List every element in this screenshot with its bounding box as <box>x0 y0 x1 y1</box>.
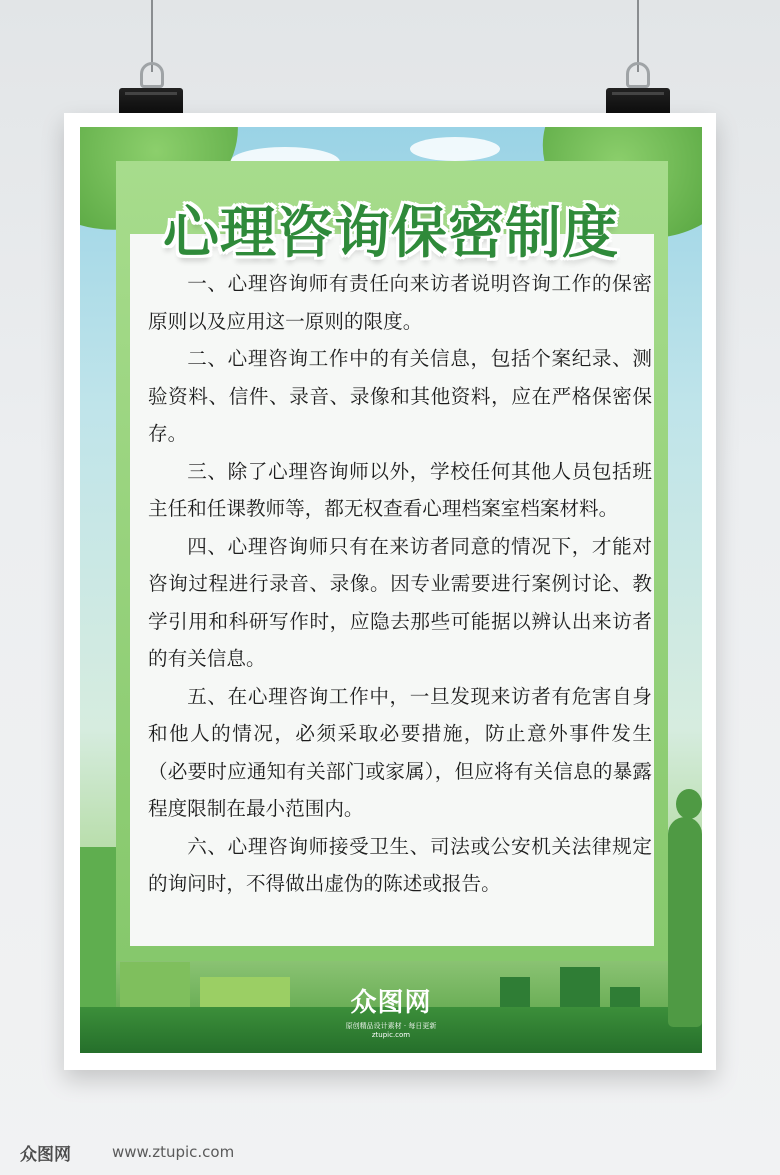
rule-paragraph: 五、在心理咨询工作中，一旦发现来访者有危害自身和他人的情况，必须采取必要措施，防止意外事件发生（必要时应通知有关部门或家属），但应将有关信息的暴露程度限制在最小范围内。 <box>148 684 652 820</box>
bottom-watermark-url: www.ztupic.com <box>112 1143 235 1161</box>
rule-paragraph: 六、心理咨询师接受卫生、司法或公安机关法律规定的询问时，不得做出虚伪的陈述或报告。 <box>148 834 652 895</box>
watermark-tagline: 原创精品设计素材 · 每日更新 <box>345 1022 437 1030</box>
poster <box>64 113 716 1070</box>
rule-paragraph: 二、心理咨询工作中的有关信息，包括个案纪录、测验资料、信件、录音、录像和其他资料，应在严格保密保存。 <box>148 347 652 445</box>
watermark-logo <box>332 982 450 1039</box>
poster-artwork <box>80 127 702 1053</box>
rule-paragraph: 四、心理咨询师只有在来访者同意的情况下，才能对咨询过程进行录音、录像。因专业需要进行案例讨论、教学引用和科研写作时，应隐去那些可能据以辨认出来访者的有关信息。 <box>148 534 652 670</box>
poster-title: 心理咨询保密制度 <box>163 200 619 266</box>
person-silhouette <box>676 789 702 819</box>
watermark-url: ztupic.com <box>371 1031 411 1039</box>
person-silhouette <box>668 817 702 1027</box>
bottom-watermark-logo: 众图网 <box>20 1145 71 1165</box>
left-clip-ring <box>140 62 164 88</box>
cloud-decoration <box>410 137 500 161</box>
rules-text <box>148 265 652 903</box>
right-clip-ring <box>626 62 650 88</box>
city-skyline <box>80 847 116 1017</box>
rule-paragraph: 一、心理咨询师有责任向来访者说明咨询工作的保密原则以及应用这一原则的限度。 <box>148 272 652 333</box>
rule-paragraph: 三、除了心理咨询师以外，学校任何其他人员包括班主任和任课教师等，都无权查看心理档案室档案材料。 <box>148 459 652 520</box>
watermark-logo-text: 众图网 <box>350 988 432 1018</box>
